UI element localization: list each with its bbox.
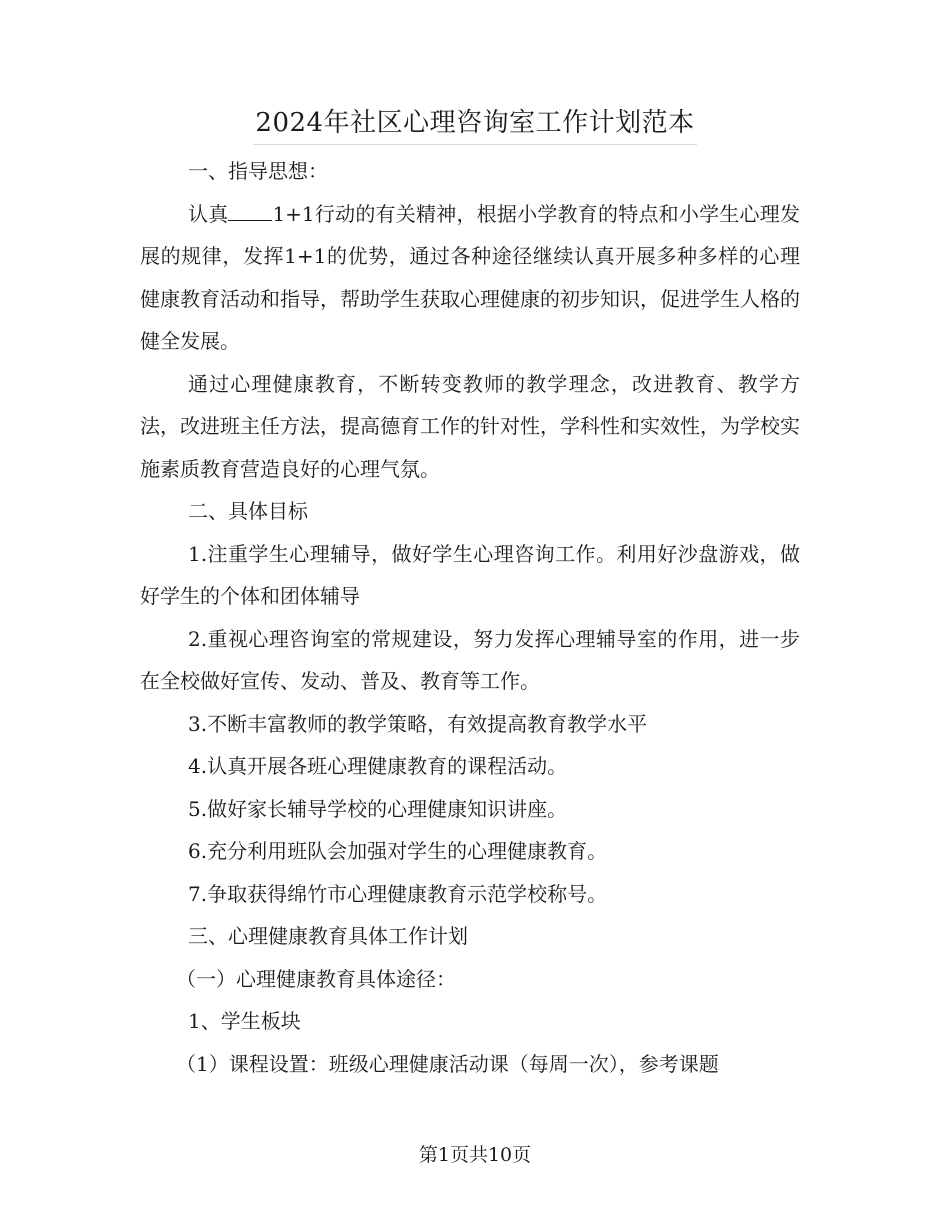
goal-item-7: 7.争取获得绵竹市心理健康教育示范学校称号。 [188, 881, 608, 906]
document-title [0, 104, 950, 145]
paragraph-course-setup: （1）课程设置：班级心理健康活动课（每周一次），参考课题 [176, 1051, 719, 1076]
goal-item-1: 1.注重学生心理辅导，做好学生心理咨询工作。利用好沙盘游戏，做好学生的个体和团体辅导 [140, 541, 800, 608]
goal-item-4: 4.认真开展各班心理健康教育的课程活动。 [188, 754, 568, 778]
section-heading-guiding-thought: 一、指导思想： [188, 159, 328, 183]
goal-item-2: 2.重视心理咨询室的常规建设，努力发挥心理辅导室的作用，进一步在全校做好宣传、发动、普及、教育等工作。 [140, 626, 800, 693]
document-title-text: 2024年社区心理咨询室工作计划范本 [253, 104, 696, 145]
section-heading-goals: 二、具体目标 [188, 499, 308, 523]
subsection-heading-students: 1、学生板块 [188, 1009, 301, 1033]
paragraph-guiding-thought [140, 193, 800, 363]
goal-item-5: 5.做好家长辅导学校的心理健康知识讲座。 [188, 796, 568, 821]
goal-item-6: 6.充分利用班队会加强对学生的心理健康教育。 [188, 839, 608, 863]
paragraph-teacher-development: 通过心理健康教育，不断转变教师的教学理念，改进教育、教学方法，改进班主任方法，提高德育工作的针对性，学科性和实效性，为学校实施素质教育营造良好的心理气氛。 [140, 371, 800, 481]
paragraph-prefix: 认真 [188, 201, 229, 226]
goal-item-3: 3.不断丰富教师的教学策略，有效提高教育教学水平 [188, 711, 648, 736]
fill-in-blank [228, 200, 272, 221]
document-body [140, 150, 800, 1085]
page-number-footer: 第1页共10页 [418, 1144, 532, 1166]
section-heading-work-plan: 三、心理健康教育具体工作计划 [188, 924, 468, 948]
paragraph-body: 1+1行动的有关精神，根据小学教育的特点和小学生心理发展的规律，发挥1+1的优势，通过各种途径继续认真开展多种多样的心理健康教育活动和指导，帮助学生获取心理健康的初步知识，促进学生人格的健全发展。 [140, 201, 800, 353]
subsection-heading-approaches: （一）心理健康教育具体途径： [176, 966, 456, 991]
